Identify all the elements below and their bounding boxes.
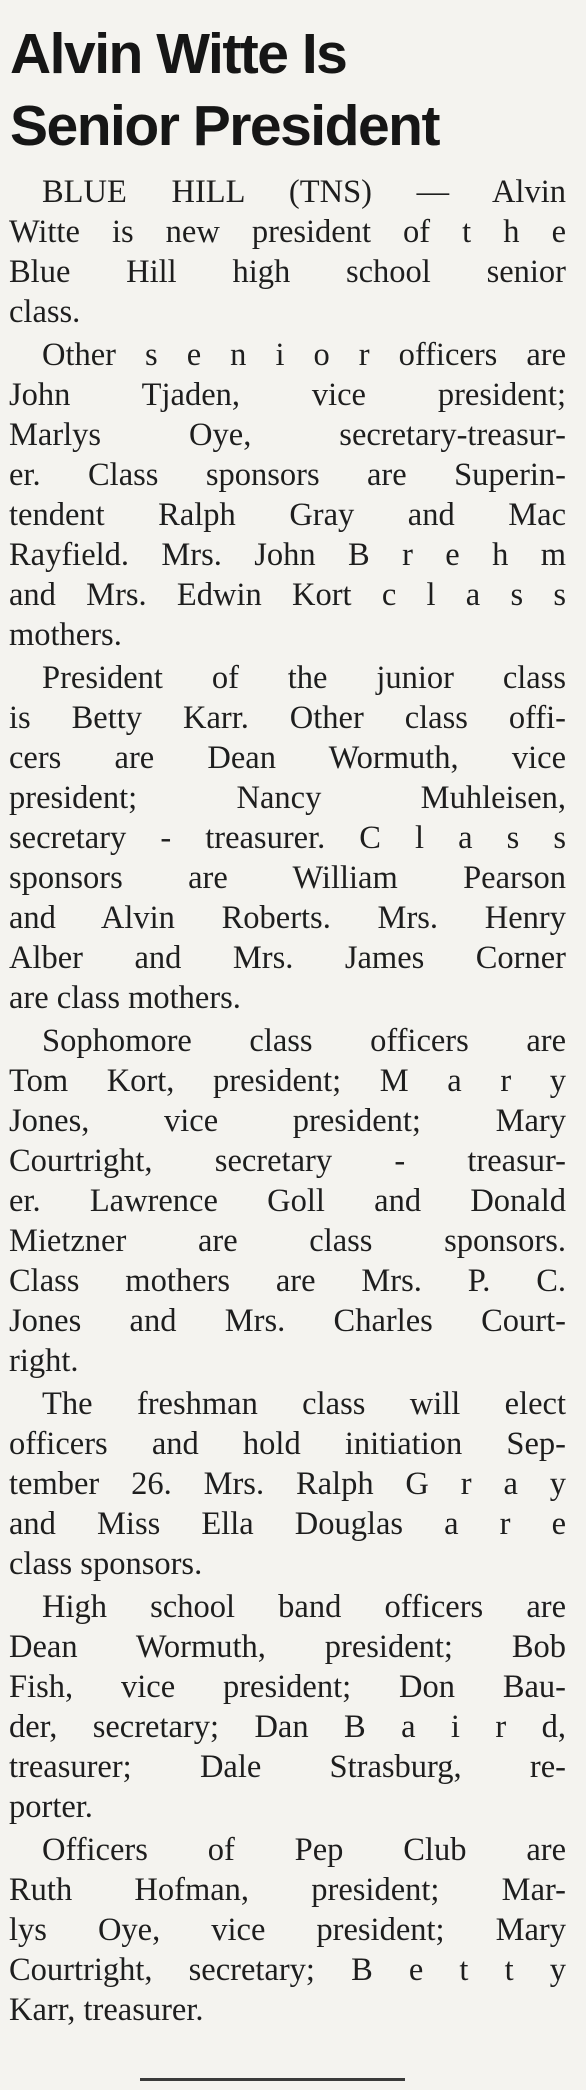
paragraph-president — [9, 172, 566, 332]
text-line: sponsors are William Pearson — [9, 860, 566, 896]
text-line: The freshman class will elect — [42, 1386, 566, 1422]
paragraph-sophomore-class — [9, 1021, 566, 1381]
paragraph-pep-club — [9, 1830, 566, 2030]
text-line: right. — [9, 1343, 79, 1379]
text-line: Ruth Hofman, president; Mar- — [9, 1872, 566, 1908]
text-line: is Betty Karr. Other class offi- — [9, 700, 566, 736]
text-line: Jones, vice president; Mary — [9, 1103, 566, 1139]
text-line: der, secretary; Dan B a i r d, — [9, 1709, 566, 1745]
text-line: Rayfield. Mrs. John B r e h m — [9, 537, 566, 573]
headline-line: Senior President — [10, 94, 439, 158]
text-line: Jones and Mrs. Charles Court- — [9, 1303, 566, 1339]
text-line: lys Oye, vice president; Mary — [9, 1912, 566, 1948]
text-line: Marlys Oye, secretary-treasur- — [9, 417, 566, 453]
text-line: tendent Ralph Gray and Mac — [9, 497, 566, 533]
text-line: Karr, treasurer. — [9, 1992, 204, 2028]
text-line: treasurer; Dale Strasburg, re- — [9, 1749, 566, 1785]
text-line: BLUE HILL (TNS) — Alvin — [42, 174, 566, 210]
paragraph-junior-class — [9, 658, 566, 1018]
text-line: secretary - treasurer. C l a s s — [9, 820, 566, 856]
text-line: Fish, vice president; Don Bau- — [9, 1669, 566, 1705]
text-line: Officers of Pep Club are — [42, 1832, 566, 1868]
paragraph-senior-officers — [9, 335, 566, 655]
paragraph-band-officers — [9, 1587, 566, 1827]
text-line: Dean Wormuth, president; Bob — [9, 1629, 566, 1665]
text-line: tember 26. Mrs. Ralph G r a y — [9, 1466, 566, 1502]
text-line: porter. — [9, 1789, 93, 1825]
text-line: Tom Kort, president; M a r y — [9, 1063, 566, 1099]
text-line: Class mothers are Mrs. P. C. — [9, 1263, 566, 1299]
headline-line: Alvin Witte Is — [10, 22, 347, 86]
text-line: mothers. — [9, 617, 122, 653]
article-body — [0, 162, 586, 2030]
end-rule — [140, 2078, 405, 2081]
text-line: and Alvin Roberts. Mrs. Henry — [9, 900, 566, 936]
text-line: John Tjaden, vice president; — [9, 377, 566, 413]
text-line: High school band officers are — [42, 1589, 566, 1625]
text-line: and Mrs. Edwin Kort c l a s s — [9, 577, 566, 613]
text-line: Blue Hill high school senior — [9, 254, 566, 290]
text-line: Other s e n i o r officers are — [42, 337, 566, 373]
text-line: er. Lawrence Goll and Donald — [9, 1183, 566, 1219]
headline — [0, 0, 586, 162]
text-line: class sponsors. — [9, 1546, 203, 1582]
text-line: Sophomore class officers are — [42, 1023, 566, 1059]
text-line: class. — [9, 294, 81, 330]
text-line: Courtright, secretary; B e t t y — [9, 1952, 566, 1988]
text-line: Alber and Mrs. James Corner — [9, 940, 566, 976]
text-line: cers are Dean Wormuth, vice — [9, 740, 566, 776]
text-line: Mietzner are class sponsors. — [9, 1223, 566, 1259]
text-line: President of the junior class — [42, 660, 566, 696]
text-line: officers and hold initiation Sep- — [9, 1426, 566, 1462]
text-line: and Miss Ella Douglas a r e — [9, 1506, 566, 1542]
text-line: Witte is new president of t h e — [9, 214, 566, 250]
text-line: president; Nancy Muhleisen, — [9, 780, 566, 816]
text-line: are class mothers. — [9, 980, 241, 1016]
text-line: er. Class sponsors are Superin- — [9, 457, 566, 493]
paragraph-freshman-class — [9, 1384, 566, 1584]
text-line: Courtright, secretary - treasur- — [9, 1143, 566, 1179]
